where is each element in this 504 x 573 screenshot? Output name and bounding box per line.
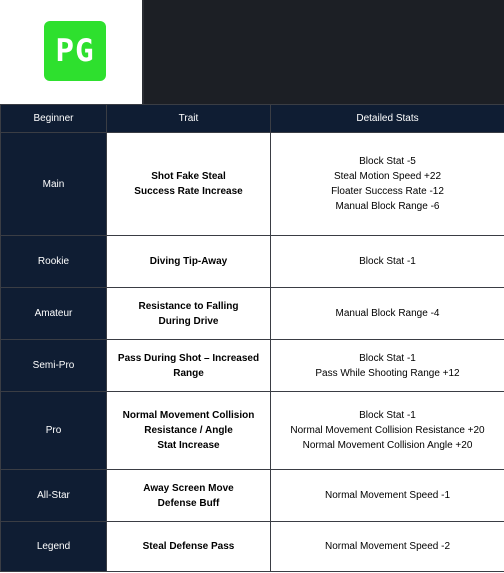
stat-line: Normal Movement Collision Resistance +20: [290, 425, 485, 436]
trait-cell: [107, 288, 271, 340]
level-cell: All-Star: [1, 470, 107, 522]
level-cell: Legend: [1, 522, 107, 572]
trait-line: Steal Defense Pass: [142, 541, 235, 552]
traits-table: [0, 104, 504, 572]
trait-line: Normal Movement Collision: [122, 410, 255, 421]
trait-line: During Drive: [158, 315, 219, 327]
stats-cell: [271, 133, 504, 236]
pg-logo-icon: [44, 21, 106, 81]
trait-line: Success Rate Increase: [134, 186, 243, 197]
stats-cell: [271, 392, 504, 470]
trait-cell: [107, 522, 271, 572]
trait-line: Stat Increase: [157, 440, 220, 451]
trait-cell: [107, 236, 271, 288]
logo-cell: [0, 0, 144, 104]
logo-text: PG: [55, 33, 95, 69]
table-row: [1, 236, 504, 288]
stat-line: Block Stat -1: [359, 256, 416, 267]
trait-line: Resistance to Falling: [138, 300, 239, 312]
table-header-row: [1, 105, 504, 133]
stat-line: Block Stat -1: [359, 410, 416, 421]
stat-line: Block Stat -1: [359, 352, 416, 364]
table-row: [1, 288, 504, 340]
level-cell: Rookie: [1, 236, 107, 288]
column-header-trait: Trait: [107, 105, 271, 133]
stat-line: Manual Block Range -4: [335, 308, 440, 319]
level-cell: Semi-Pro: [1, 340, 107, 392]
stats-cell: [271, 288, 504, 340]
trait-line: Resistance / Angle: [144, 425, 233, 436]
trait-line: Defense Buff: [157, 497, 220, 509]
stats-cell: [271, 522, 504, 572]
column-header-level: Beginner: [1, 105, 107, 133]
table-row: [1, 340, 504, 392]
table-row: [1, 470, 504, 522]
stats-cell: [271, 236, 504, 288]
stat-line: Steal Motion Speed +22: [333, 171, 442, 182]
stats-cell: [271, 470, 504, 522]
stat-line: Pass While Shooting Range +12: [315, 367, 460, 379]
trait-line: Away Screen Move: [143, 482, 234, 494]
level-cell: Pro: [1, 392, 107, 470]
trait-cell: [107, 340, 271, 392]
stat-line: Floater Success Rate -12: [331, 186, 444, 197]
level-cell: Amateur: [1, 288, 107, 340]
trait-cell: [107, 470, 271, 522]
table-row: [1, 133, 504, 236]
level-cell: Main: [1, 133, 107, 236]
trait-cell: [107, 392, 271, 470]
trait-line: Diving Tip-Away: [149, 256, 228, 267]
stats-cell: [271, 340, 504, 392]
trait-cell: [107, 133, 271, 236]
stat-line: Normal Movement Speed -1: [324, 490, 451, 501]
trait-line: Pass During Shot – Increased Range: [117, 352, 260, 379]
header-banner: [0, 0, 504, 104]
stat-line: Normal Movement Collision Angle +20: [302, 440, 473, 451]
stat-line: Block Stat -5: [359, 156, 416, 167]
stat-line: Normal Movement Speed -2: [324, 541, 451, 552]
trait-line: Shot Fake Steal: [151, 171, 226, 182]
table-row: [1, 392, 504, 470]
column-header-stats: Detailed Stats: [271, 105, 504, 133]
table-row: [1, 522, 504, 572]
stat-line: Manual Block Range -6: [335, 201, 440, 212]
